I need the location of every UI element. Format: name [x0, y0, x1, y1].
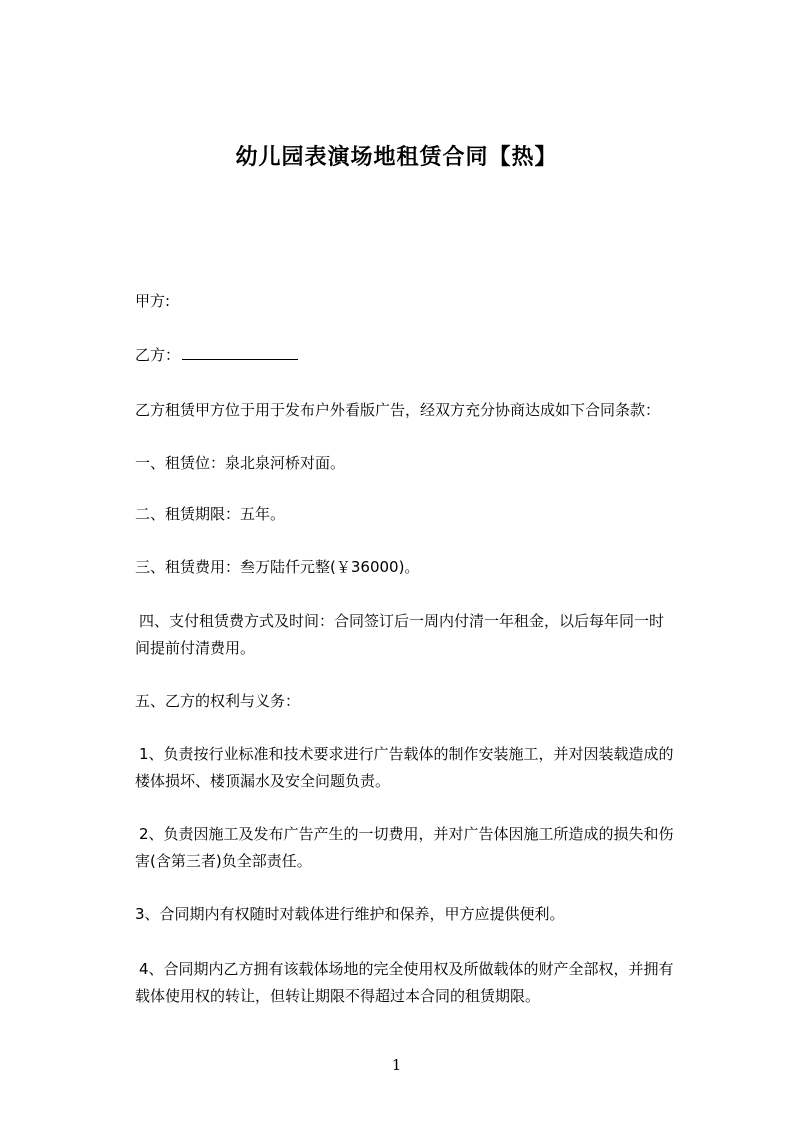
item-3: 3、合同期内有权随时对载体进行维护和保养，甲方应提供便利。 [135, 905, 565, 923]
item-2-line-1: 2、负责因施工及发布广告产生的一切费用，并对广告体因施工所造成的损失和伤 [139, 825, 674, 843]
page-number: 1 [391, 1056, 402, 1074]
item-1-line-2: 楼体损坏、楼顶漏水及安全问题负责。 [135, 772, 391, 790]
clause-3: 三、租赁费用：叁万陆仟元整(￥36000)。 [135, 558, 420, 576]
clause-4-line-2: 间提前付清费用。 [135, 639, 256, 657]
document-title: 幼儿园表演场地租赁合同【热】 [235, 145, 558, 170]
item-1-line-1: 1、负责按行业标准和技术要求进行广告载体的制作安装施工，并对因装载造成的 [139, 745, 674, 763]
item-4-line-1: 4、合同期内乙方拥有该载体场地的完全使用权及所做载体的财产全部权，并拥有 [139, 960, 674, 978]
clause-1: 一、租赁位：泉北泉河桥对面。 [135, 454, 346, 472]
party-a-line: 甲方: [135, 292, 171, 310]
party-b-blank [182, 345, 298, 360]
clause-4-line-1: 四、支付租赁费方式及时间：合同签订后一周内付清一年租金，以后每年同一时 [139, 612, 665, 630]
clause-2: 二、租赁期限：五年。 [135, 505, 286, 523]
clause-5: 五、乙方的权利与义务： [135, 692, 301, 710]
item-2-line-2: 害(含第三者)负全部责任。 [135, 852, 312, 870]
party-b-label: 乙方： [135, 346, 181, 364]
item-4-line-2: 载体使用权的转让，但转让期限不得超过本合同的租赁期限。 [135, 987, 541, 1005]
intro-paragraph: 乙方租赁甲方位于用于发布户外看版广告，经双方充分协商达成如下合同条款： [135, 401, 661, 419]
party-b-line [135, 341, 710, 369]
